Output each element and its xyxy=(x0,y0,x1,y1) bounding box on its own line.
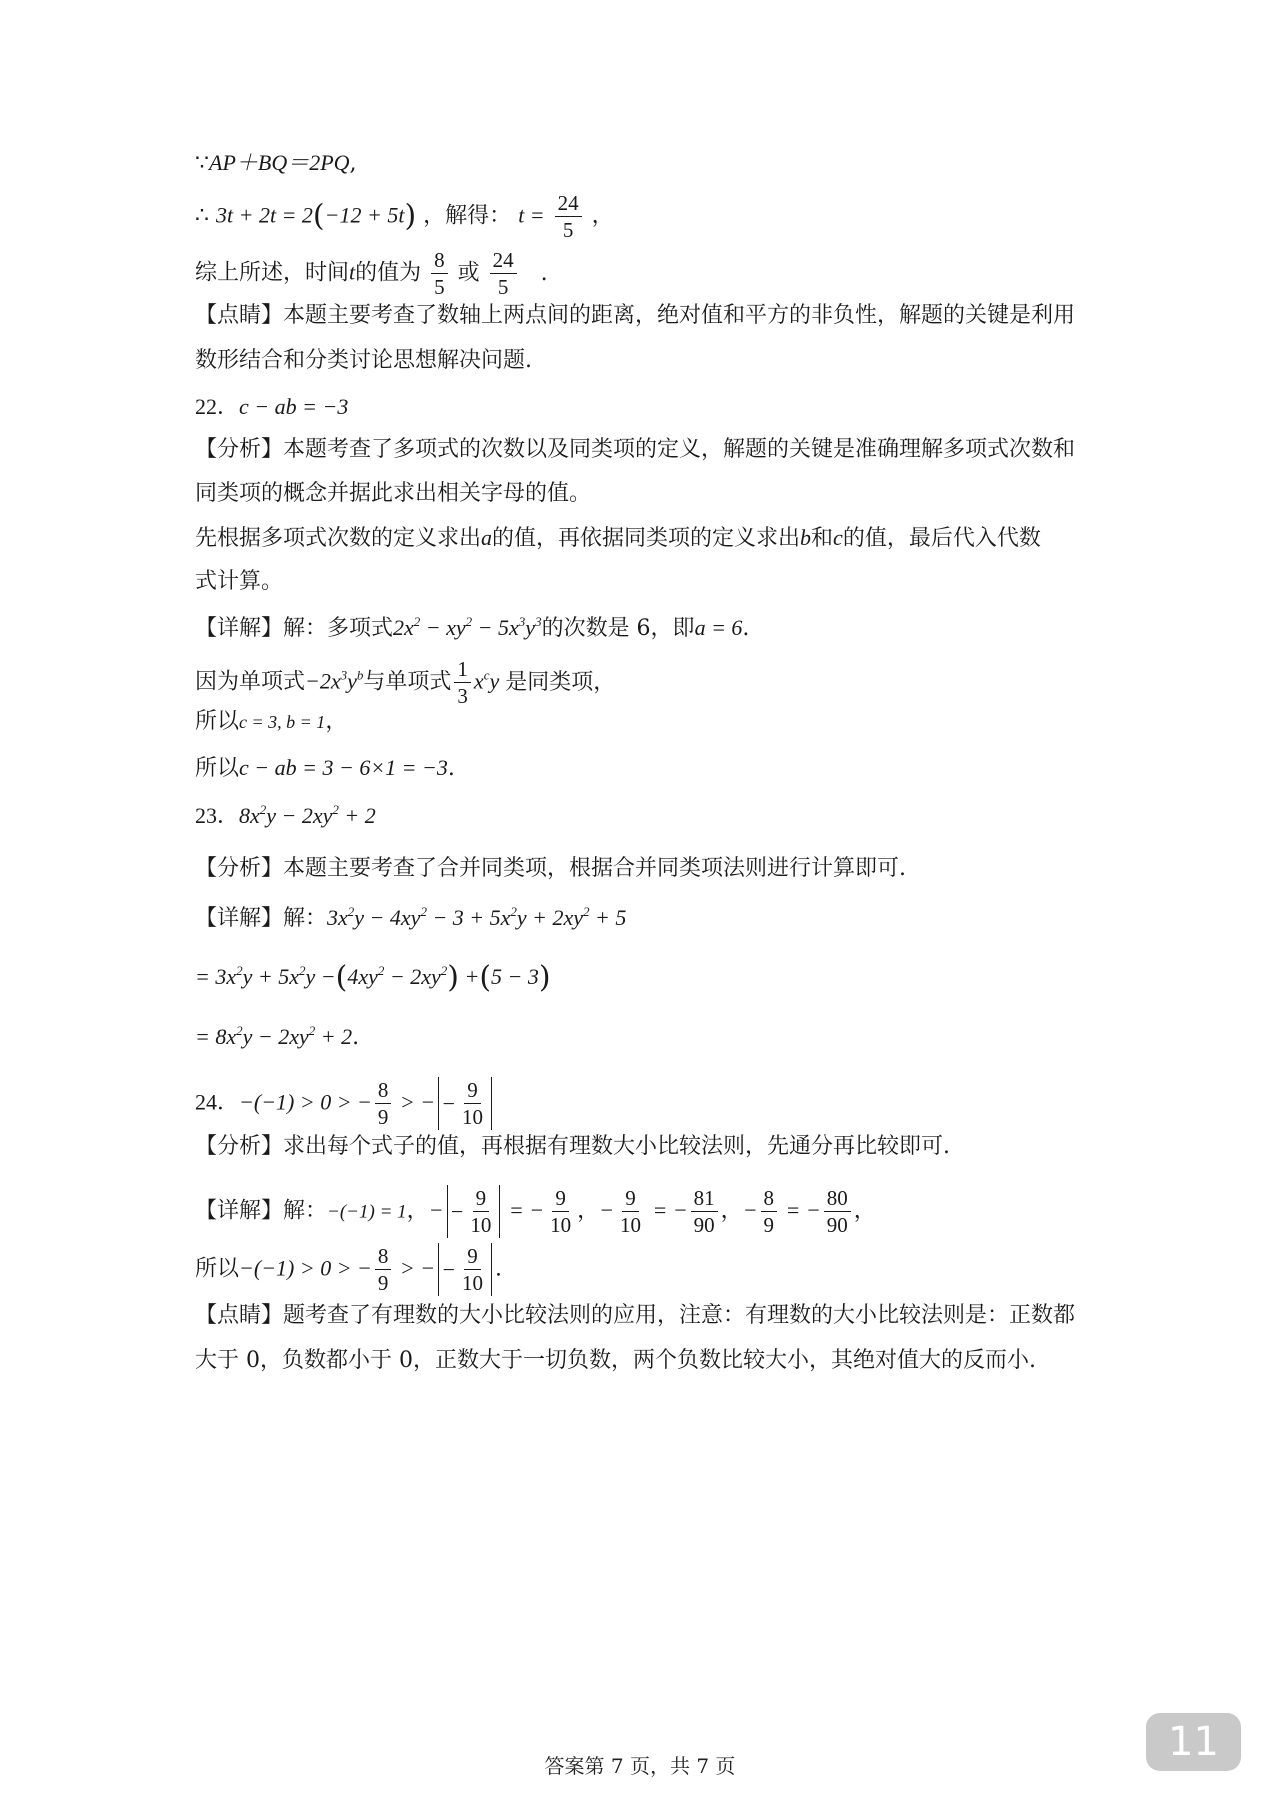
detail-expression: 【详解】解：$3x^2y - 4xy^2 - 3 + 5x^2y + 2xy^2 + 5$ xyxy=(195,904,627,931)
fraction: $\frac{80}{90}$ xyxy=(824,1185,851,1238)
monomial-line: 因为单项式$-2x^3y^b$与单项式 $\frac{1}{3}$ $x^cy$ 是同类项， xyxy=(195,657,616,708)
answer-23: 23．$8x^2y - 2xy^2 + 2$ xyxy=(195,802,376,828)
fraction: $\frac{9}{10}$ xyxy=(619,1186,641,1237)
fraction: $\frac{8}{9}$ xyxy=(761,1185,778,1238)
therefore-symbol: ∴ xyxy=(195,203,209,229)
fraction: $\frac{24}{5}$ xyxy=(555,190,582,243)
line-solve-t: ∴ 3t + 2t = 2(−12 + 5t) ，解得： t = $\frac{24}{5}$ ， xyxy=(195,191,614,242)
absolute-value: − $\frac{9}{10}$ xyxy=(438,1077,492,1130)
because-symbol: ∵ xyxy=(195,151,209,176)
fraction: $\frac{24}{5}$ xyxy=(490,247,517,300)
equation: AP＋BQ＝2PQ xyxy=(209,150,350,175)
analysis-paragraph-cont: 同类项的概念并据此求出相关字母的值。 xyxy=(195,481,592,506)
section-tag: 【详解】 xyxy=(195,1198,284,1224)
absolute-value: − $\frac{9}{10}$ xyxy=(438,1243,492,1296)
page-footer: 答案第 7 页，共 7 页 xyxy=(544,1754,736,1778)
section-tag: 【分析】 xyxy=(195,1134,284,1159)
fraction: $\frac{1}{3}$ xyxy=(454,656,471,709)
comment-paragraph: 【点睛】题考查了有理数的大小比较法则的应用，注意：有理数的大小比较法则是：正数都 xyxy=(195,1303,1076,1328)
question-number: 23． xyxy=(195,803,240,828)
fraction: $\frac{8}{9}$ xyxy=(375,1077,392,1130)
detail-step-2: = $8x^2y - 2xy^2 + 2$. xyxy=(195,1023,360,1050)
analysis-paragraph: 【分析】本题考查了多项式的次数以及同类项的定义，解题的关键是准确理解多项式次数和 xyxy=(195,437,1076,462)
analysis-paragraph: 【分析】求出每个式子的值，再根据有理数大小比较法则，先通分再比较即可. xyxy=(195,1134,951,1159)
answer-24: 24．−(−1) > 0 > − $\frac{8}{9}$ > − − $\frac{9}{10}$ xyxy=(195,1077,1100,1130)
method-paragraph: 先根据多项式次数的定义求出a的值，再依据同类项的定义求出b和c的值，最后代入代数 xyxy=(195,525,1041,551)
section-tag: 【分析】 xyxy=(195,437,284,462)
fraction: $\frac{81}{90}$ xyxy=(691,1185,718,1238)
equation-lhs: 3t + 2t = 2 xyxy=(216,202,313,228)
comment-paragraph-cont: 大于 0，负数都小于 0，正数大于一切负数，两个负数比较大小，其绝对值大的反而小. xyxy=(195,1348,1036,1373)
section-tag: 【分析】 xyxy=(195,856,284,881)
section-tag: 【详解】 xyxy=(195,616,284,641)
fraction: $\frac{8}{9}$ xyxy=(375,1243,392,1296)
answer-22: 22．c − ab = −3 xyxy=(195,394,349,419)
line-summary: 综上所述，时间t的值为 $\frac{8}{5}$ 或 $\frac{24}{5}$ . xyxy=(195,248,548,299)
section-tag: 【点睛】 xyxy=(195,1303,284,1328)
section-tag: 【详解】 xyxy=(195,906,284,931)
fraction: $\frac{9}{10}$ xyxy=(461,1244,483,1295)
question-number: 24． xyxy=(195,1089,240,1115)
fraction: $\frac{9}{10}$ xyxy=(550,1186,572,1237)
method-paragraph-cont: 式计算。 xyxy=(195,569,284,594)
detail-step-1: = $3x^2y + 5x^2y -(4xy^2 - 2xy^2) +(5 - 3)$ xyxy=(195,960,551,995)
analysis-paragraph: 【分析】本题主要考查了合并同类项，根据合并同类项法则进行计算即可. xyxy=(195,856,907,881)
line-condition: ∵AP＋BQ＝2PQ, xyxy=(195,150,357,176)
comment-paragraph: 【点睛】本题主要考查了数轴上两点间的距离，绝对值和平方的非负性，解题的关键是利用 xyxy=(195,303,1076,328)
absolute-value: − $\frac{9}{10}$ xyxy=(447,1185,501,1238)
detail-paragraph: 【详解】解：多项式$2x^2 - xy^2 - 5x^3y^3$的次数是 6，即a = 6. xyxy=(195,614,750,641)
detail-conclusion: 所以−(−1) > 0 > − $\frac{8}{9}$ > − − $\frac{9}{10}$ . xyxy=(195,1244,502,1295)
comment-paragraph-cont: 数形结合和分类讨论思想解决问题. xyxy=(195,348,532,373)
fraction: $\frac{8}{5}$ xyxy=(431,247,448,300)
fraction: $\frac{9}{10}$ xyxy=(461,1078,483,1129)
page-count-badge: 11 xyxy=(1146,1713,1241,1771)
result-line: 所以c − ab = 3 − 6×1 = −3. xyxy=(195,755,455,781)
question-number: 22． xyxy=(195,394,240,419)
values-line: 所以c = 3, b = 1， xyxy=(195,709,348,734)
detail-values: 【详解】解：−(−1) = 1，− − $\frac{9}{10}$ = − $\frac{9}{10}$ ，− $\frac{9}{10}$ = − $\frac{81}{90}$ ，− $\frac{8}{9}$ = − $\frac{80}{90}$ ， xyxy=(195,1186,876,1237)
section-tag: 【点睛】 xyxy=(195,303,284,328)
equation-inner: −12 + 5t xyxy=(324,202,405,228)
fraction: $\frac{9}{10}$ xyxy=(470,1186,492,1237)
